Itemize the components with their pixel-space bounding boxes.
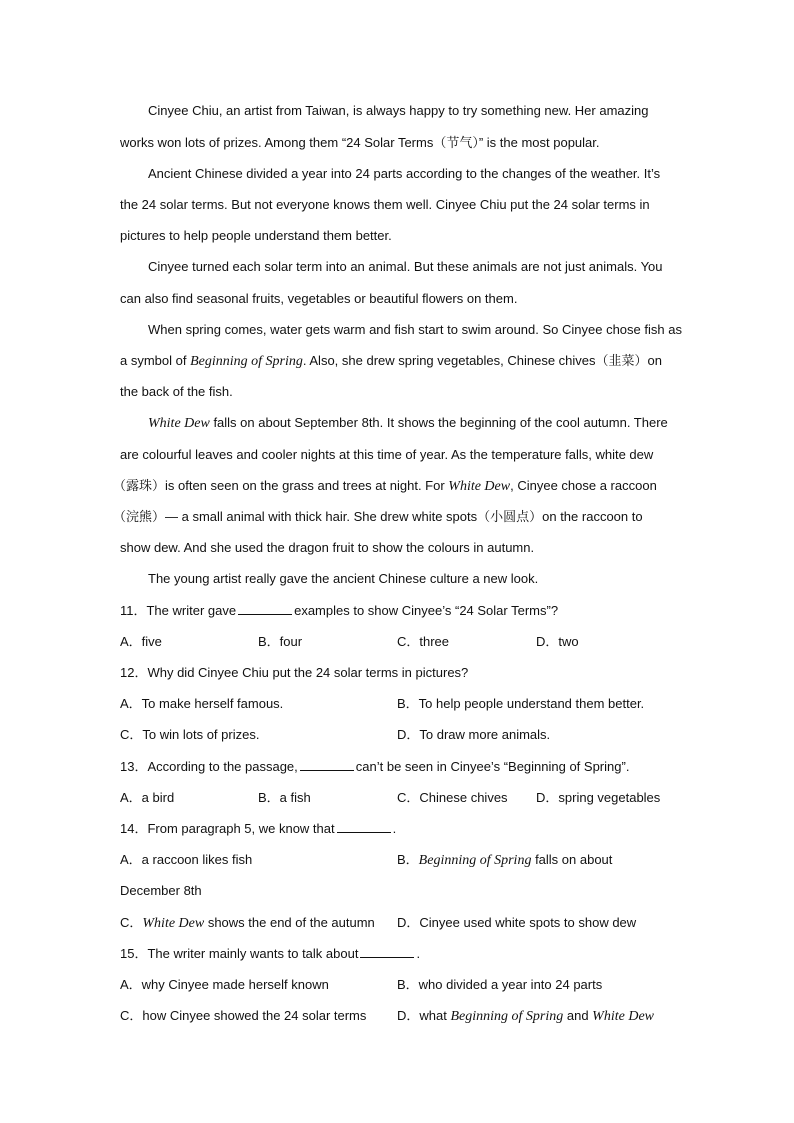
- option-letter: C．: [120, 915, 143, 930]
- option-c[interactable]: [120, 913, 375, 934]
- term-title: White Dew: [592, 1009, 654, 1024]
- question-stem: 12．Why did Cinyee Chiu put the 24 solar terms in pictures?: [120, 665, 469, 680]
- option-a[interactable]: A．a raccoon likes fish: [120, 852, 253, 867]
- answer-blank: [360, 945, 414, 958]
- passage-line: works won lots of prizes. Among them “24 Solar Terms（节气）” is the most popular.: [120, 135, 600, 150]
- option-d[interactable]: D．Cinyee used white spots to show dew: [397, 915, 637, 930]
- option-d[interactable]: D．spring vegetables: [536, 790, 661, 805]
- option-d[interactable]: D．two: [536, 634, 579, 649]
- option-c[interactable]: C．how Cinyee showed the 24 solar terms: [120, 1008, 367, 1023]
- stem-text: 13．According to the passage,: [120, 759, 298, 774]
- passage-line: Cinyee turned each solar term into an animal. But these animals are not just animals. You: [148, 259, 663, 274]
- stem-text: .: [392, 821, 397, 836]
- option-b[interactable]: B．who divided a year into 24 parts: [397, 977, 603, 992]
- option-b[interactable]: B．To help people understand them better.: [397, 696, 645, 711]
- passage-line: （浣熊）— a small animal with thick hair. She drew white spots（小圆点）on the raccoon to: [113, 509, 643, 524]
- option-b-continued: December 8th: [120, 883, 202, 898]
- answer-blank: [337, 820, 391, 833]
- option-c[interactable]: C．Chinese chives: [397, 790, 508, 805]
- text-run: , Cinyee chose a raccoon: [510, 478, 657, 493]
- option-b[interactable]: [397, 850, 612, 871]
- option-a[interactable]: A．why Cinyee made herself known: [120, 977, 329, 992]
- passage-line: the back of the fish.: [120, 384, 233, 399]
- question-stem: [120, 601, 680, 621]
- passage-line: The young artist really gave the ancient Chinese culture a new look.: [148, 571, 539, 586]
- passage-line: When spring comes, water gets warm and fish start to swim around. So Cinyee chose fish as: [148, 322, 682, 337]
- passage-line: show dew. And she used the dragon fruit to show the colours in autumn.: [120, 540, 535, 555]
- text-run: （露珠）is often seen on the grass and trees at night. For: [113, 478, 449, 493]
- term-title: Beginning of Spring: [190, 354, 303, 369]
- term-title: White Dew: [448, 479, 511, 494]
- stem-text: 14．From paragraph 5, we know that: [120, 821, 335, 836]
- option-d[interactable]: D．To draw more animals.: [397, 727, 551, 742]
- question-stem: [120, 819, 680, 839]
- passage-line: Cinyee Chiu, an artist from Taiwan, is always happy to try something new. Her amazing: [148, 103, 649, 118]
- term-title: Beginning of Spring: [418, 853, 532, 868]
- passage-line: Ancient Chinese divided a year into 24 parts according to the changes of the weather. It’s: [148, 166, 661, 181]
- question-stem: [120, 944, 680, 964]
- option-b[interactable]: B．four: [258, 634, 303, 649]
- option-text: shows the end of the autumn: [204, 915, 375, 930]
- text-run: falls on about September 8th. It shows the beginning of the cool autumn. There: [209, 415, 668, 430]
- stem-text: can’t be seen in Cinyee’s “Beginning of Spring”.: [355, 759, 630, 774]
- stem-text: 15．The writer mainly wants to talk about: [120, 946, 359, 961]
- stem-text: 11．The writer gave: [120, 603, 237, 618]
- option-letter: D．what: [397, 1008, 451, 1023]
- passage-line: the 24 solar terms. But not everyone knows them well. Cinyee Chiu put the 24 solar terms in: [120, 197, 650, 212]
- passage-line: are colourful leaves and cooler nights at this time of year. As the temperature falls, white dew: [120, 447, 654, 462]
- term-title: White Dew: [148, 416, 210, 431]
- option-b[interactable]: B．a fish: [258, 790, 311, 805]
- term-title: White Dew: [142, 916, 205, 931]
- option-a[interactable]: A．a bird: [120, 790, 175, 805]
- question-stem: [120, 757, 680, 777]
- text-run: . Also, she drew spring vegetables, Chinese chives（韭菜）on: [302, 353, 662, 368]
- answer-blank: [300, 758, 354, 771]
- passage-line: [148, 413, 708, 434]
- option-text: falls on about: [531, 852, 613, 867]
- passage-line: can also find seasonal fruits, vegetables or beautiful flowers on them.: [120, 291, 518, 306]
- text-run: a symbol of: [120, 353, 191, 368]
- option-c[interactable]: C．three: [397, 634, 450, 649]
- option-c[interactable]: C．To win lots of prizes.: [120, 727, 260, 742]
- passage-line: [120, 351, 680, 372]
- stem-text: examples to show Cinyee’s “24 Solar Terms”?: [294, 603, 559, 618]
- option-letter: B．: [397, 852, 419, 867]
- stem-text: .: [416, 946, 421, 961]
- passage-line: [113, 476, 673, 497]
- option-text: and: [563, 1008, 593, 1023]
- option-a[interactable]: A．five: [120, 634, 162, 649]
- option-d[interactable]: [397, 1006, 654, 1027]
- passage-line: pictures to help people understand them better.: [120, 228, 392, 243]
- option-a[interactable]: A．To make herself famous.: [120, 696, 284, 711]
- answer-blank: [238, 602, 292, 615]
- term-title: Beginning of Spring: [450, 1009, 564, 1024]
